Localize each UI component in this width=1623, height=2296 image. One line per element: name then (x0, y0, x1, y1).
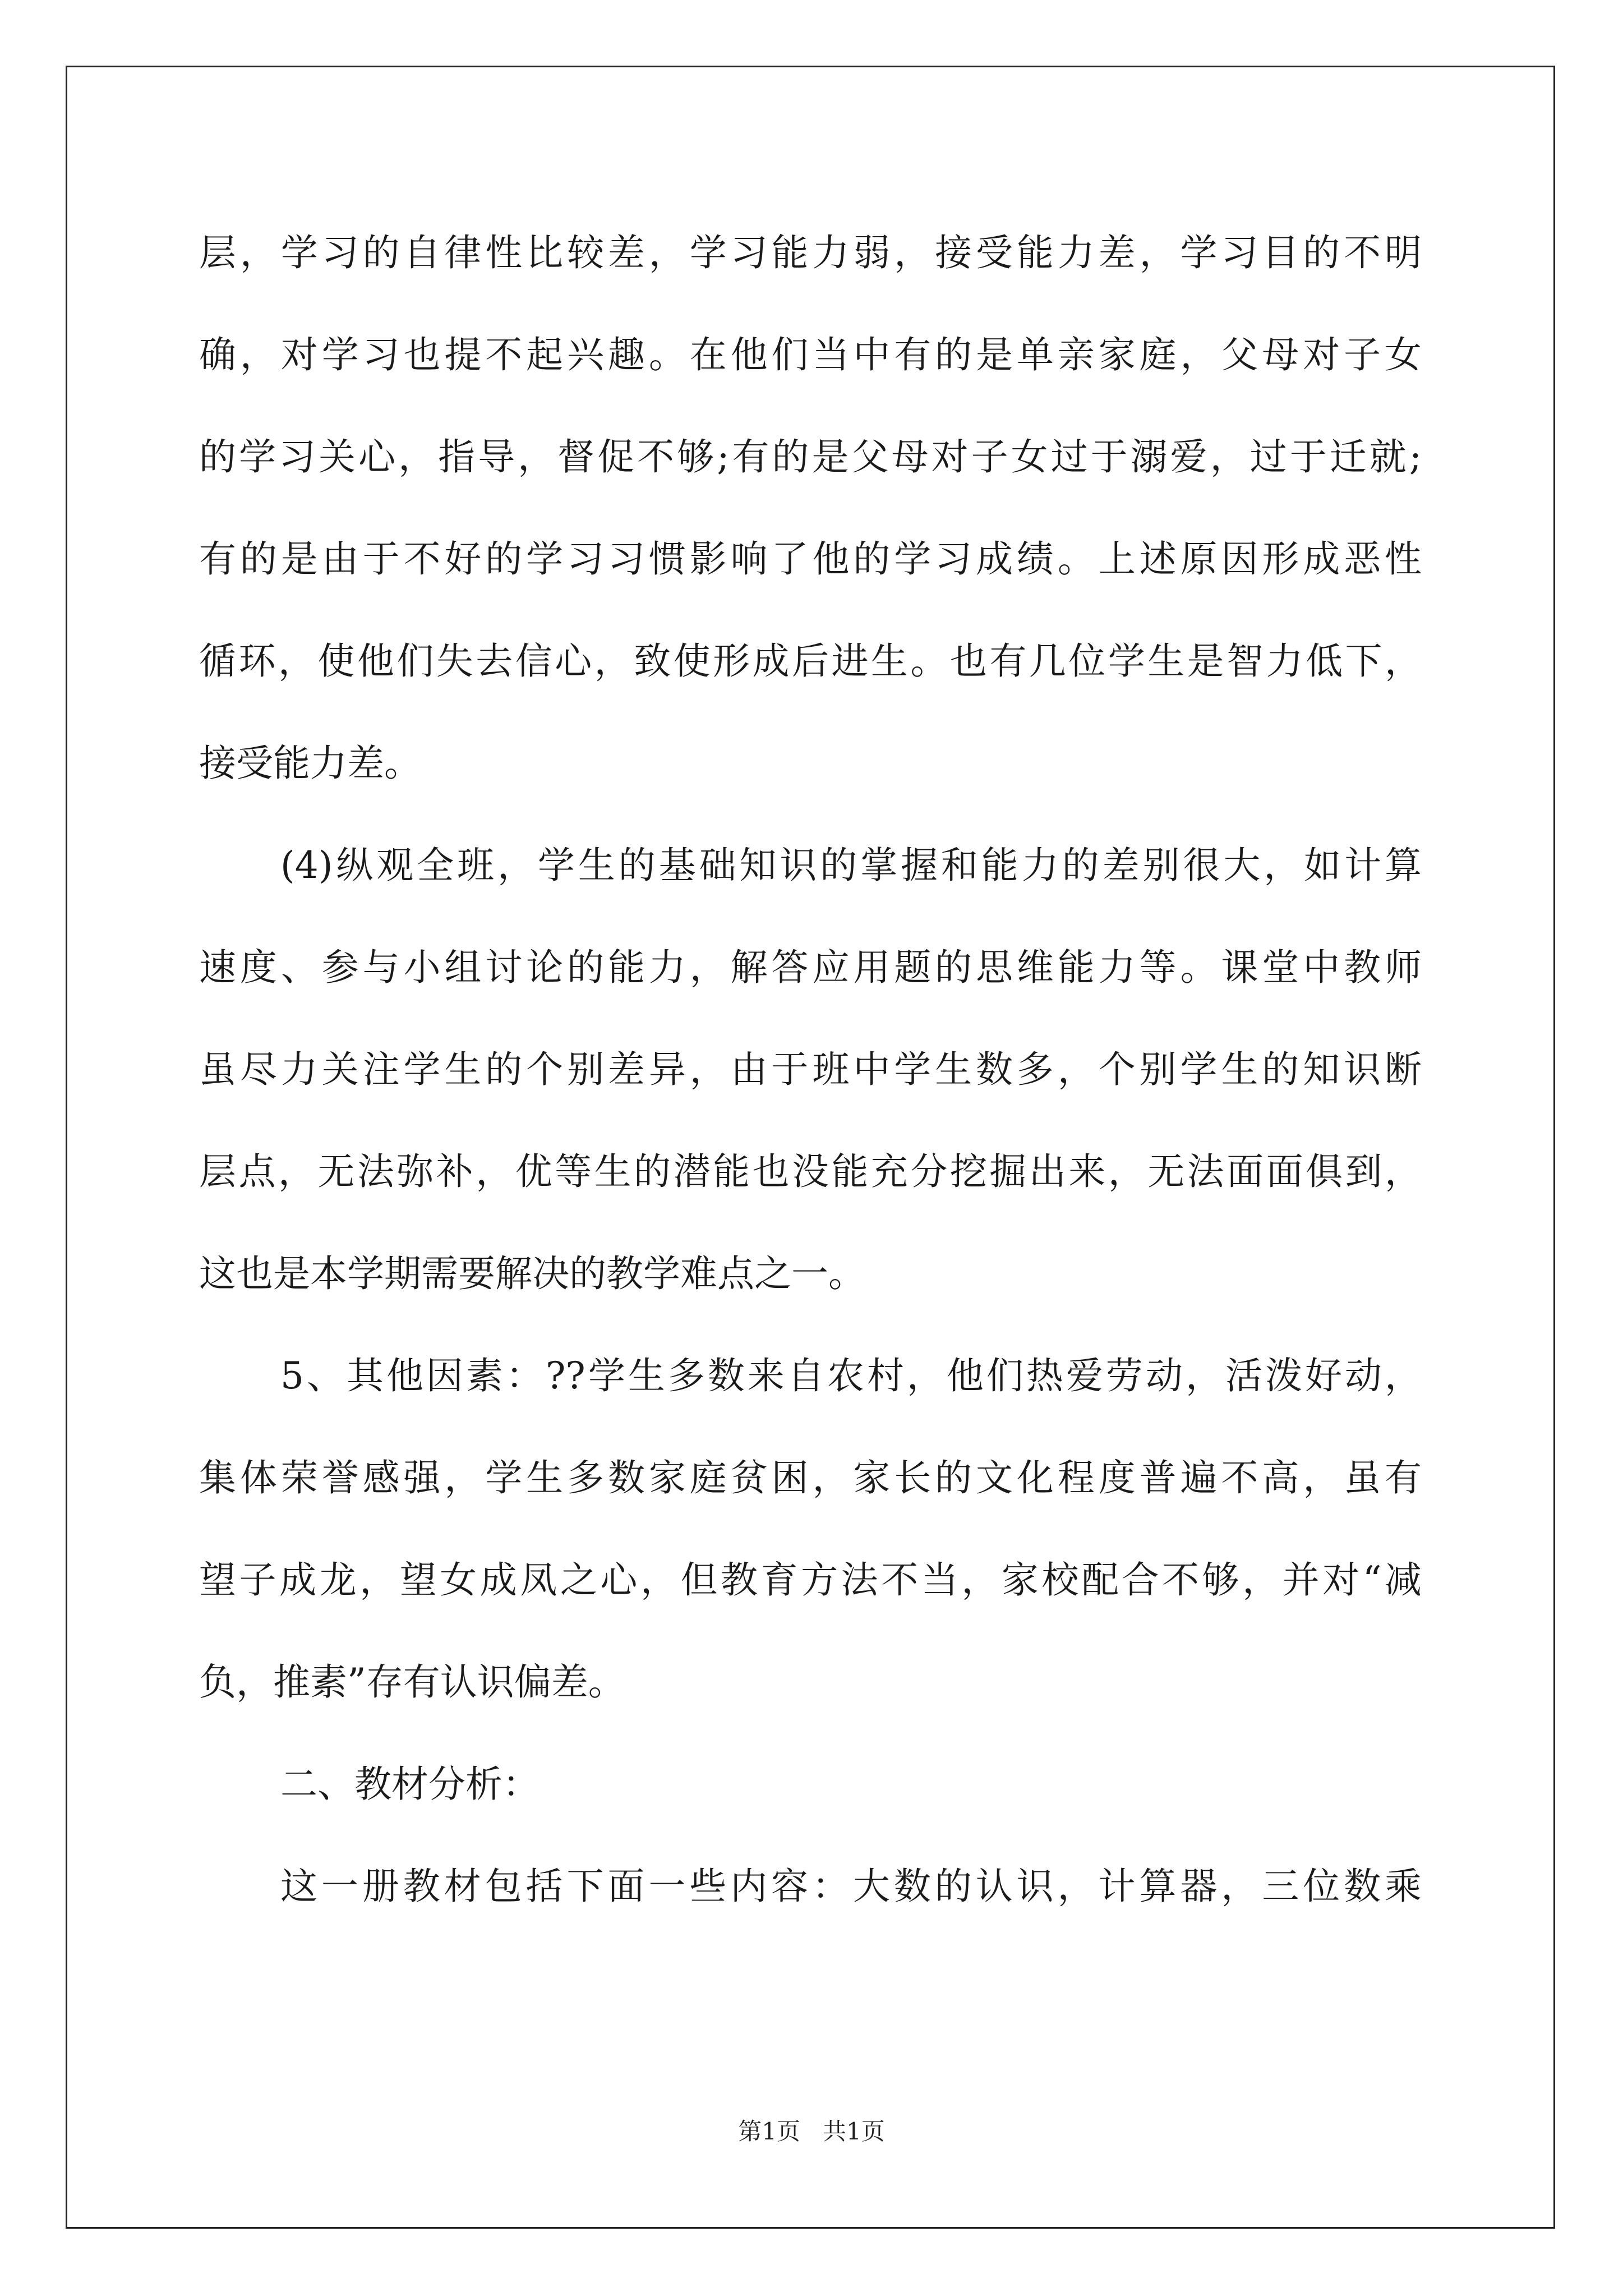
body-text-line: 5、其他因素：??学生多数来自农村，他们热爱劳动，活泼好动， (280, 1354, 1422, 1397)
body-text-line: 二、教材分析： (280, 1763, 540, 1806)
body-text-line: 负，推素”存有认识偏差。 (199, 1660, 625, 1704)
body-text-line: 循环，使他们失去信心，致使形成后进生。也有几位学生是智力低下， (199, 639, 1422, 683)
body-text-line: 速度、参与小组讨论的能力，解答应用题的思维能力等。课堂中教师 (199, 946, 1422, 989)
body-text-line: 这一册教材包括下面一些内容：大数的认识，计算器，三位数乘 (280, 1865, 1422, 1908)
body-text-line: 有的是由于不好的学习习惯影响了他的学习成绩。上述原因形成恶性 (199, 537, 1422, 581)
body-text-line: 虽尽力关注学生的个别差异，由于班中学生数多，个别学生的知识断 (199, 1048, 1422, 1091)
body-text-line: 的学习关心，指导，督促不够;有的是父母对子女过于溺爱，过于迁就; (199, 435, 1422, 478)
page-footer: 第1页 共1页 (738, 2118, 885, 2145)
body-text-line: 确，对学习也提不起兴趣。在他们当中有的是单亲家庭，父母对子女 (199, 333, 1422, 376)
body-text-line: 层点，无法弥补，优等生的潜能也没能充分挖掘出来，无法面面俱到， (199, 1150, 1422, 1193)
body-text-line: 接受能力差。 (199, 742, 421, 785)
body-text-line: 这也是本学期需要解决的教学难点之一。 (199, 1252, 865, 1295)
body-text-line: 望子成龙，望女成凤之心，但教育方法不当，家校配合不够，并对“减 (199, 1558, 1422, 1602)
body-text-line: 层，学习的自律性比较差，学习能力弱，接受能力差，学习目的不明 (199, 231, 1422, 274)
body-text-line: 集体荣誉感强，学生多数家庭贫困，家长的文化程度普遍不高，虽有 (199, 1456, 1422, 1499)
document-body (199, 202, 1422, 1938)
body-text-line: (4)纵观全班，学生的基础知识的掌握和能力的差别很大，如计算 (280, 844, 1422, 887)
